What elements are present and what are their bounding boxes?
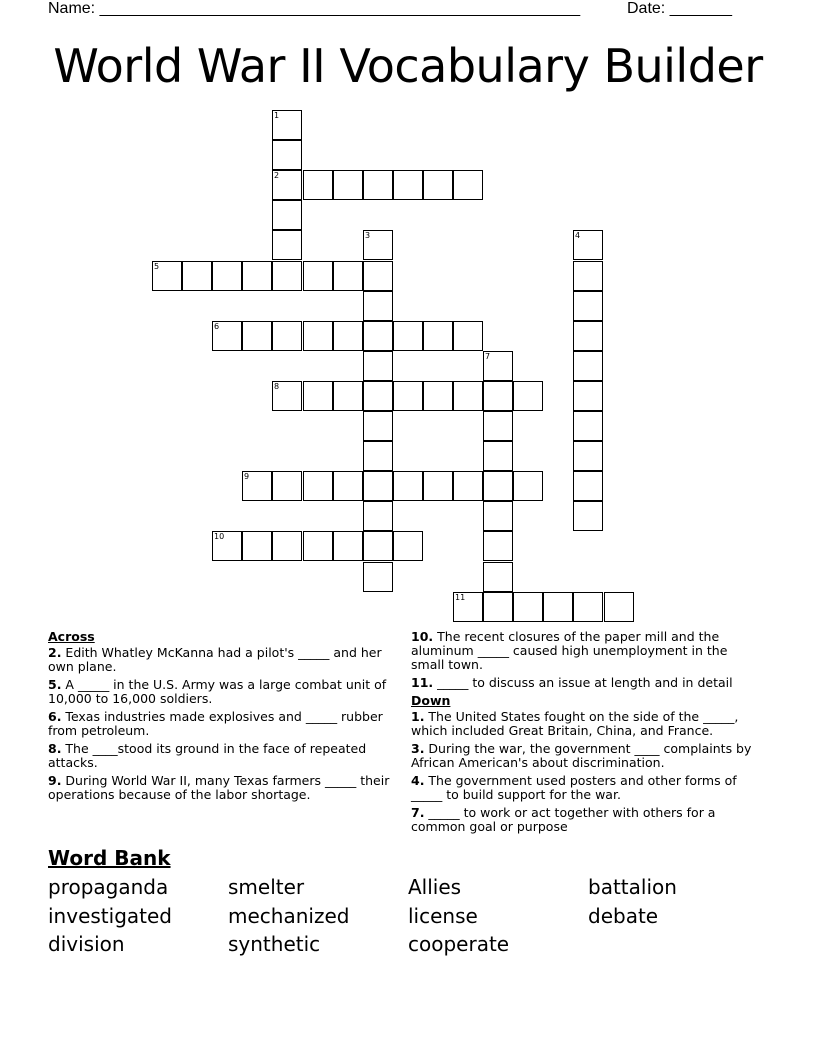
crossword-cell[interactable] bbox=[363, 261, 393, 291]
crossword-cell[interactable] bbox=[182, 261, 212, 291]
page-title: World War II Vocabulary Builder bbox=[53, 39, 763, 93]
clue-number: 3. bbox=[411, 741, 425, 756]
crossword-cell[interactable] bbox=[272, 321, 302, 351]
crossword-cell[interactable] bbox=[483, 562, 513, 592]
clue bbox=[48, 646, 396, 674]
crossword-cell[interactable] bbox=[393, 531, 423, 561]
crossword-cell[interactable] bbox=[604, 592, 634, 622]
crossword-cell[interactable] bbox=[363, 531, 393, 561]
crossword-cell[interactable] bbox=[333, 170, 363, 200]
clue-text: During World War II, many Texas farmers _____ their operations because of the labor shortage. bbox=[48, 773, 390, 802]
clue bbox=[411, 676, 759, 690]
clue-text: During the war, the government ____ complaints by African American's about discrimination. bbox=[411, 741, 752, 770]
crossword-cell[interactable] bbox=[333, 381, 363, 411]
cell-number: 10 bbox=[214, 532, 225, 541]
word-bank-item: propaganda bbox=[48, 875, 169, 899]
word-bank-item: cooperate bbox=[408, 932, 510, 956]
crossword-cell[interactable] bbox=[573, 381, 603, 411]
clue bbox=[411, 742, 759, 770]
cell-number: 5 bbox=[154, 262, 160, 271]
word-bank-item: investigated bbox=[48, 903, 172, 928]
clue-number: 7. bbox=[411, 805, 425, 820]
crossword-cell[interactable] bbox=[363, 321, 393, 351]
crossword-cell[interactable] bbox=[453, 471, 483, 501]
crossword-cell[interactable] bbox=[363, 230, 393, 260]
word-bank-item: debate bbox=[588, 903, 659, 928]
word-bank-item: smelter bbox=[228, 875, 305, 899]
crossword-cell[interactable] bbox=[303, 261, 333, 291]
clue-text: The United States fought on the side of the _____, which included Great Britain, China, and France. bbox=[411, 709, 739, 738]
crossword-cell[interactable] bbox=[423, 321, 453, 351]
crossword-cell[interactable] bbox=[333, 531, 363, 561]
across-clue-list bbox=[48, 646, 396, 802]
crossword-cell[interactable] bbox=[272, 110, 302, 140]
crossword-cell[interactable] bbox=[573, 230, 603, 260]
clue-text: A _____ in the U.S. Army was a large combat unit of 10,000 to 16,000 soldiers. bbox=[48, 677, 387, 706]
crossword-cell[interactable] bbox=[242, 471, 272, 501]
crossword-cell[interactable] bbox=[152, 261, 182, 291]
crossword-cell[interactable] bbox=[303, 471, 333, 501]
crossword-cell[interactable] bbox=[303, 321, 333, 351]
cell-number: 11 bbox=[455, 593, 466, 602]
crossword-cell[interactable] bbox=[303, 381, 333, 411]
crossword-cell[interactable] bbox=[242, 261, 272, 291]
crossword-cell[interactable] bbox=[423, 471, 453, 501]
crossword-cell[interactable] bbox=[483, 381, 513, 411]
crossword-cell[interactable] bbox=[513, 381, 543, 411]
crossword-cell[interactable] bbox=[483, 351, 513, 381]
word-bank-item: division bbox=[48, 932, 125, 956]
crossword-cell[interactable] bbox=[333, 471, 363, 501]
clue bbox=[48, 742, 396, 770]
crossword-cell[interactable] bbox=[573, 411, 603, 441]
clue-number: 11. bbox=[411, 675, 434, 690]
clue-text: The ____stood its ground in the face of repeated attacks. bbox=[48, 741, 367, 770]
crossword-cell[interactable] bbox=[453, 592, 483, 622]
crossword-cell[interactable] bbox=[423, 381, 453, 411]
clue-number: 8. bbox=[48, 741, 62, 756]
crossword-cell[interactable] bbox=[272, 531, 302, 561]
crossword-cell[interactable] bbox=[483, 411, 513, 441]
word-bank-item: synthetic bbox=[228, 932, 321, 956]
word-bank-item: Allies bbox=[408, 875, 462, 899]
crossword-cell[interactable] bbox=[393, 471, 423, 501]
clue bbox=[48, 774, 396, 802]
crossword-cell[interactable] bbox=[573, 351, 603, 381]
crossword-cell[interactable] bbox=[483, 592, 513, 622]
crossword-cell[interactable] bbox=[573, 441, 603, 471]
crossword-cell[interactable] bbox=[212, 261, 242, 291]
crossword-cell[interactable] bbox=[483, 441, 513, 471]
crossword-cell[interactable] bbox=[272, 140, 302, 170]
cell-number: 3 bbox=[365, 231, 371, 240]
clue-text: Edith Whatley McKanna had a pilot's _____ and her own plane. bbox=[48, 645, 382, 674]
clue-number: 10. bbox=[411, 629, 434, 644]
crossword-cell[interactable] bbox=[303, 531, 333, 561]
crossword-cell[interactable] bbox=[272, 471, 302, 501]
crossword-cell[interactable] bbox=[363, 381, 393, 411]
clue-number: 1. bbox=[411, 709, 425, 724]
crossword-cell[interactable] bbox=[272, 261, 302, 291]
crossword-cell[interactable] bbox=[212, 531, 242, 561]
crossword-cell[interactable] bbox=[363, 501, 393, 531]
clue-text: The government used posters and other forms of _____ to build support for the war. bbox=[411, 773, 737, 802]
clue-text: The recent closures of the paper mill and the aluminum _____ caused high unemployment in the small town. bbox=[411, 629, 728, 672]
crossword-cell[interactable] bbox=[573, 471, 603, 501]
across-clue-list-continued bbox=[411, 630, 759, 690]
across-heading: Across bbox=[48, 629, 95, 644]
clue-number: 4. bbox=[411, 773, 425, 788]
clue bbox=[411, 630, 759, 672]
crossword-cell[interactable] bbox=[363, 562, 393, 592]
cell-number: 7 bbox=[485, 352, 491, 361]
crossword-cell[interactable] bbox=[272, 170, 302, 200]
crossword-cell[interactable] bbox=[363, 471, 393, 501]
word-bank-heading: Word Bank bbox=[48, 846, 171, 870]
crossword-cell[interactable] bbox=[272, 200, 302, 230]
crossword-cell[interactable] bbox=[483, 501, 513, 531]
crossword-cell[interactable] bbox=[573, 321, 603, 351]
down-clue-list bbox=[411, 710, 759, 834]
clue-text: _____ to work or act together with others for a common goal or purpose bbox=[411, 805, 716, 834]
clue-text: _____ to discuss an issue at length and in detail bbox=[433, 675, 733, 690]
cell-number: 6 bbox=[214, 322, 220, 331]
crossword-cell[interactable] bbox=[423, 170, 453, 200]
clue-number: 5. bbox=[48, 677, 62, 692]
clue-text: Texas industries made explosives and _____ rubber from petroleum. bbox=[48, 709, 383, 738]
clue bbox=[411, 774, 759, 802]
clues-left-column bbox=[48, 630, 396, 806]
crossword-cell[interactable] bbox=[393, 321, 423, 351]
crossword-cell[interactable] bbox=[513, 471, 543, 501]
word-bank bbox=[48, 845, 677, 956]
clue-number: 9. bbox=[48, 773, 62, 788]
crossword-cell[interactable] bbox=[272, 230, 302, 260]
crossword-cell[interactable] bbox=[483, 531, 513, 561]
clue bbox=[411, 806, 759, 834]
crossword-cell[interactable] bbox=[333, 261, 363, 291]
clues-right-column bbox=[411, 630, 759, 838]
cell-number: 9 bbox=[244, 472, 250, 481]
clue-number: 2. bbox=[48, 645, 62, 660]
crossword-cell[interactable] bbox=[333, 321, 363, 351]
crossword-cell[interactable] bbox=[363, 411, 393, 441]
word-bank-item: battalion bbox=[588, 875, 677, 899]
crossword-cell[interactable] bbox=[272, 381, 302, 411]
crossword-cell[interactable] bbox=[453, 170, 483, 200]
crossword-cell[interactable] bbox=[363, 441, 393, 471]
name-field[interactable]: Name: ______________________________________________________ bbox=[48, 0, 581, 17]
crossword-cell[interactable] bbox=[393, 170, 423, 200]
crossword-cell[interactable] bbox=[303, 170, 333, 200]
crossword-cell[interactable] bbox=[363, 170, 393, 200]
crossword-cell[interactable] bbox=[363, 351, 393, 381]
crossword-cell[interactable] bbox=[363, 291, 393, 321]
word-bank-item: license bbox=[408, 903, 478, 928]
crossword-cell[interactable] bbox=[573, 261, 603, 291]
crossword-cell[interactable] bbox=[393, 381, 423, 411]
cell-number: 4 bbox=[575, 231, 581, 240]
crossword-cell[interactable] bbox=[573, 291, 603, 321]
cell-number: 1 bbox=[274, 111, 280, 120]
crossword-cell[interactable] bbox=[242, 321, 272, 351]
cell-number: 8 bbox=[274, 382, 280, 391]
crossword-cell[interactable] bbox=[453, 321, 483, 351]
cell-number: 2 bbox=[274, 171, 280, 180]
crossword-cell[interactable] bbox=[483, 471, 513, 501]
crossword-cell[interactable] bbox=[453, 381, 483, 411]
date-field[interactable]: Date: _______ bbox=[627, 0, 732, 17]
crossword-cell[interactable] bbox=[242, 531, 272, 561]
clue-number: 6. bbox=[48, 709, 62, 724]
crossword-cell[interactable] bbox=[543, 592, 573, 622]
clue bbox=[411, 710, 759, 738]
crossword-cell[interactable] bbox=[573, 592, 603, 622]
word-bank-item: mechanized bbox=[228, 903, 350, 928]
crossword-cell[interactable] bbox=[212, 321, 242, 351]
down-heading: Down bbox=[411, 693, 451, 708]
crossword-cell[interactable] bbox=[573, 501, 603, 531]
crossword-cell[interactable] bbox=[513, 592, 543, 622]
clue bbox=[48, 710, 396, 738]
clue bbox=[48, 678, 396, 706]
